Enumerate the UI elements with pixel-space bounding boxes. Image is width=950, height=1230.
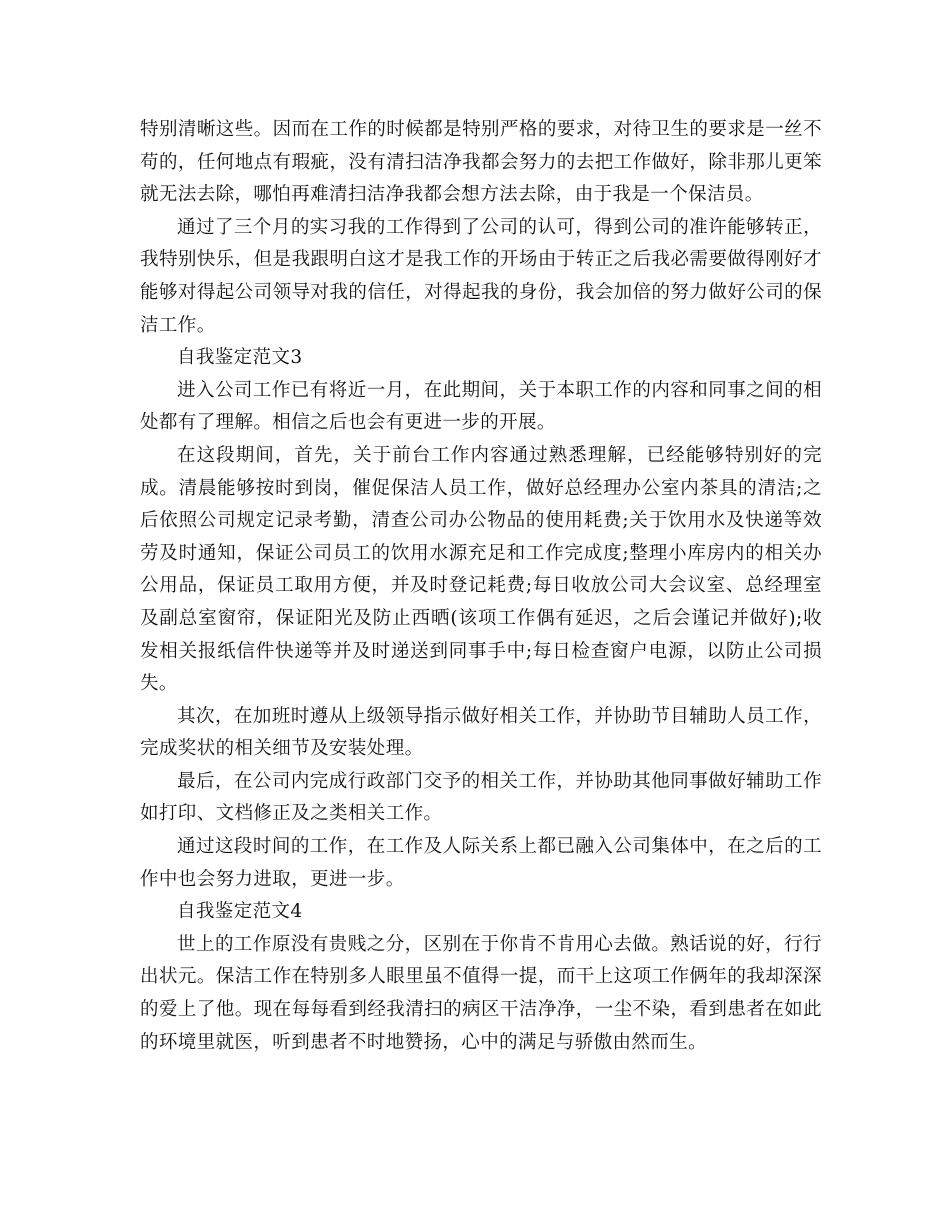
paragraph-7: 通过这段时间的工作，在工作及人际关系上都已融入公司集体中，在之后的工作中也会努力进取，更进一步。 [140,836,822,890]
paragraph-2: 通过了三个月的实习我的工作得到了公司的认可，得到公司的准许能够转正，我特别快乐，但是我跟明白这才是我工作的开场由于转正之后我必需要做得刚好才能够对得起公司领导对我的信任，对得起我的身份，我会加倍的努力做好公司的保洁工作。 [140,216,822,336]
paragraph-3: 进入公司工作已有将近一月，在此期间，关于本职工作的内容和同事之间的相处都有了理解。相信之后也会有更进一步的开展。 [140,379,822,434]
paragraph-4: 在这段期间，首先，关于前台工作内容通过熟悉理解，已经能够特别好的完成。清晨能够按时到岗，催促保洁人员工作，做好总经理办公室内茶具的清洁;之后依照公司规定记录考勤，清查公司办公物品的使用耗费;关于饮用水及快递等效劳及时通知，保证公司员工的饮用水源充足和工作完成度;整理小库房内的相关办公用品，保证员工取用方便，并及时登记耗费;每日收放公司大会议室、总经理室及副总室窗帘，保证阳光及防止西晒(该项工作偶有延迟，之后会谨记并做好);收发相关报纸信件快递等并及时递送到同事手中;每日检查窗户电源，以防止公司损失。 [140,444,822,695]
section-heading-4: 自我鉴定范文4 [177,901,303,923]
paragraph-1: 特别清晰这些。因而在工作的时候都是特别严格的要求，对待卫生的要求是一丝不苟的，任何地点有瑕疵，没有清扫洁净我都会努力的去把工作做好，除非那儿更笨就无法去除，哪怕再难清扫洁净我都会想方法去除，由于我是一个保洁员。 [140,119,822,206]
section-heading-3: 自我鉴定范文3 [177,347,303,369]
document-page [140,114,822,1059]
paragraph-5: 其次，在加班时遵从上级领导指示做好相关工作，并协助节目辅助人员工作，完成奖状的相关细节及安装处理。 [140,705,822,760]
paragraph-8: 世上的工作原没有贵贱之分，区别在于你肯不肯用心去做。熟话说的好，行行出状元。保洁工作在特别多人眼里虽不值得一提，而干上这项工作俩年的我却深深的爱上了他。现在每每看到经我清扫的病区干洁净净，一尘不染，看到患者在如此的环境里就医，听到患者不时地赞扬，心中的满足与骄傲由然而生。 [140,933,822,1053]
paragraph-6: 最后，在公司内完成行政部门交予的相关工作，并协助其他同事做好辅助工作如打印、文档修正及之类相关工作。 [140,770,822,825]
